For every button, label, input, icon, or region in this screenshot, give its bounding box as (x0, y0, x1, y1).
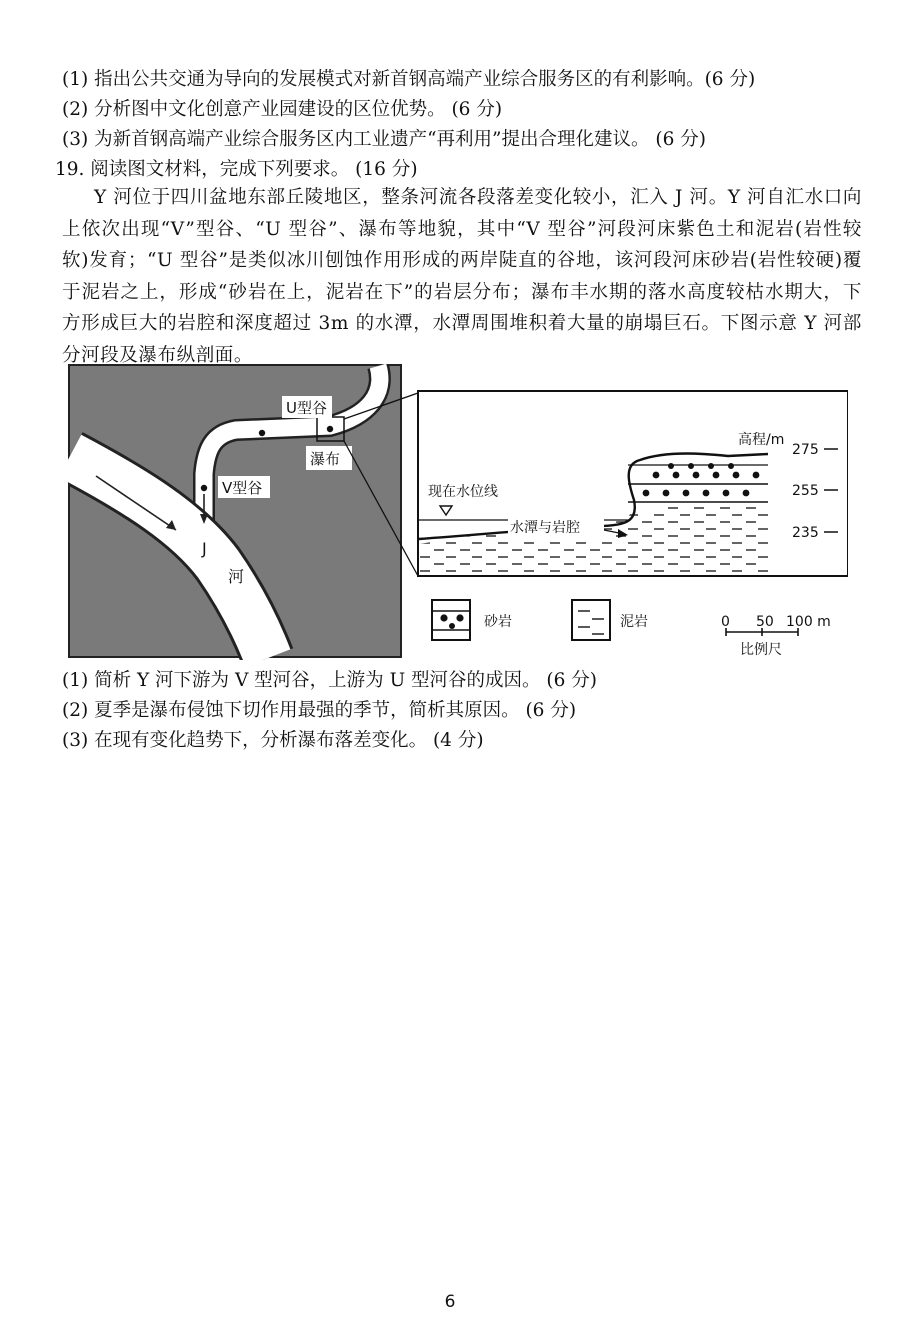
question-19-1: (1) 简析 Y 河下游为 V 型河谷，上游为 U 型河谷的成因。 (6 分) (62, 670, 598, 691)
figure (68, 364, 848, 664)
scale-100: 100 m (786, 614, 831, 630)
page-number: 6 (444, 1292, 456, 1312)
river-map (69, 365, 401, 658)
water-level-label: 现在水位线 (428, 484, 498, 500)
j-river-label-j: J (202, 539, 207, 558)
scale-50: 50 (756, 614, 774, 630)
figure-svg (68, 364, 848, 660)
v-valley-label: V型谷 (222, 479, 263, 497)
waterfall-marker (327, 426, 333, 432)
pool-label: 水潭与岩腔 (510, 520, 580, 536)
question-18-2: (2) 分析图中文化创意产业园建设的区位优势。 (6 分) (62, 99, 503, 120)
question-19-title: 19. 阅读图文材料，完成下列要求。 (16 分) (55, 159, 418, 180)
elevation-tick-235: 235 (792, 525, 819, 541)
question-18-3: (3) 为新首钢高端产业综合服务区内工业遗产“再利用”提出合理化建议。 (6 分) (62, 129, 706, 150)
scale-label: 比例尺 (740, 642, 782, 658)
legend-mudstone-label: 泥岩 (620, 614, 648, 630)
v-valley-marker (201, 485, 207, 491)
legend (432, 600, 831, 658)
question-19-material: Y 河位于四川盆地东部丘陵地区，整条河流各段落差变化较小，汇入 J 河。Y 河自汇水口向上依次出现“V”型谷、“U 型谷”、瀑布等地貌，其中“V 型谷”河段河床紫色土和泥岩(岩性较软)发育；“U 型谷”是类似冰川刨蚀作用形成的两岸陡直的谷地，该河段河床砂岩(岩性较硬)覆于泥岩之上，形成“砂岩在上，泥岩在下”的岩层分布；瀑布丰水期的落水高度较枯水期大，下方形成巨大的岩腔和深度超过 3m 的水潭，水潭周围堆积着大量的崩塌巨石。下图示意 Y 河部分河段及瀑布纵剖面。 (62, 187, 862, 366)
question-19-2: (2) 夏季是瀑布侵蚀下切作用最强的季节，简析其原因。 (6 分) (62, 700, 577, 721)
waterfall-profile (418, 391, 848, 576)
scale-0: 0 (721, 614, 730, 630)
u-valley-label: U型谷 (286, 399, 327, 417)
waterfall-label: 瀑布 (310, 450, 341, 468)
elevation-tick-255: 255 (792, 483, 819, 499)
elevation-tick-275: 275 (792, 442, 819, 458)
legend-sandstone-label: 砂岩 (484, 614, 512, 630)
question-19-3: (3) 在现有变化趋势下，分析瀑布落差变化。 (4 分) (62, 730, 484, 751)
question-18-1: (1) 指出公共交通为导向的发展模式对新首钢高端产业综合服务区的有利影响。(6 分) (62, 69, 756, 90)
legend-sandstone-swatch (432, 600, 470, 640)
u-valley-marker (259, 430, 265, 436)
legend-mudstone-swatch (572, 600, 610, 640)
sandstone-layer (627, 453, 768, 504)
elevation-label: 高程/m (738, 432, 785, 448)
j-river-label-he: 河 (228, 567, 245, 586)
